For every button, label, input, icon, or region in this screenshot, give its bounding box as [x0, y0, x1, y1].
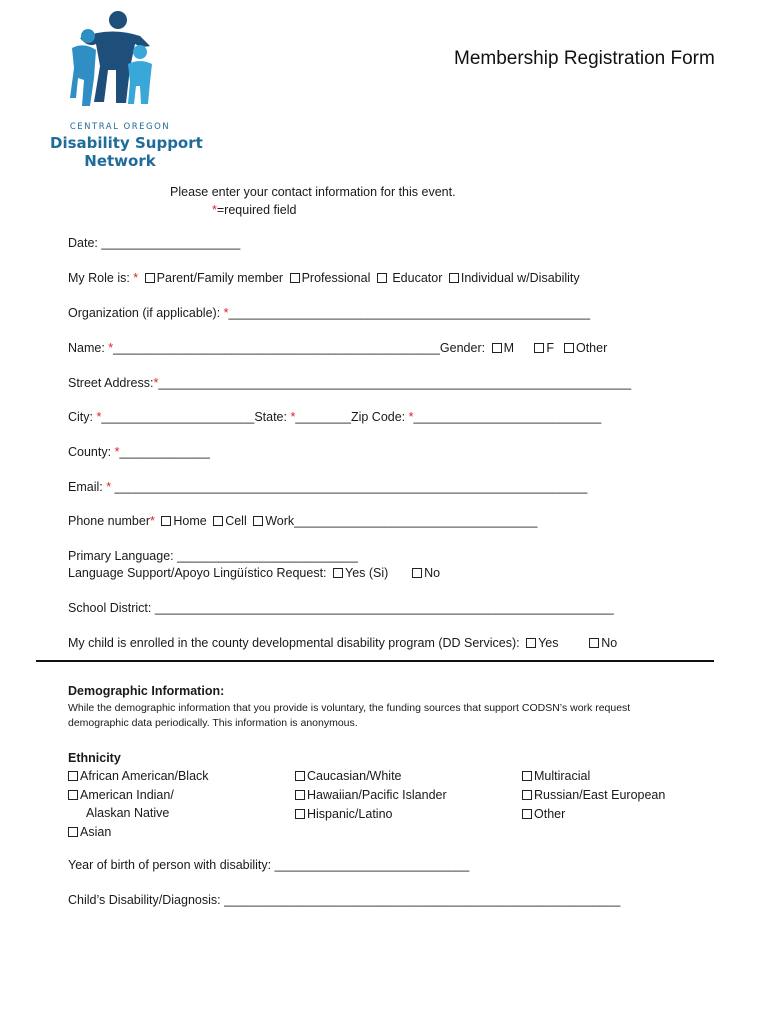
gender-option-other: Other — [575, 341, 608, 355]
checkbox[interactable] — [145, 273, 155, 283]
required-asterisk: * — [223, 306, 229, 320]
role-option-parent: Parent/Family member — [156, 271, 284, 285]
demographic-note-line-2: demographic data periodically. This information is anonymous. — [68, 717, 358, 729]
dd-option-no: No — [601, 636, 618, 650]
checkbox[interactable] — [522, 790, 532, 800]
ethnicity-hispanic: Hispanic/Latino — [307, 807, 393, 821]
phone-option-home: Home — [173, 514, 207, 528]
checkbox[interactable] — [526, 638, 536, 648]
state-field[interactable]: ________ — [295, 410, 351, 424]
checkbox[interactable] — [534, 343, 544, 353]
checkbox[interactable] — [522, 771, 532, 781]
language-support-yes: Yes (Si) — [345, 566, 389, 580]
required-note — [212, 203, 296, 217]
ethnicity-option — [295, 769, 402, 783]
checkbox[interactable] — [295, 771, 305, 781]
required-asterisk: * — [114, 445, 120, 459]
county-row — [68, 445, 210, 459]
ethnicity-option — [522, 769, 590, 783]
street-field[interactable]: ____________________________________________________________________ — [158, 376, 632, 390]
required-asterisk: * — [106, 480, 112, 494]
page-title: Membership Registration Form — [454, 48, 715, 69]
logo-line-2: Disability Support — [50, 134, 203, 152]
diagnosis-field[interactable]: Child’s Disability/Diagnosis: _________________________________________________________ — [68, 893, 621, 907]
checkbox[interactable] — [522, 809, 532, 819]
dd-option-yes: Yes — [538, 636, 559, 650]
ethnicity-african-american: African American/Black — [80, 769, 209, 783]
ethnicity-label: Ethnicity — [68, 751, 121, 765]
ethnicity-multiracial: Multiracial — [534, 769, 591, 783]
gender-option-f: F — [546, 341, 555, 355]
demographic-title: Demographic Information: — [68, 684, 225, 698]
role-label: My Role is: — [68, 271, 134, 285]
checkbox[interactable] — [290, 273, 300, 283]
checkbox[interactable] — [213, 516, 223, 526]
phone-option-work: Work — [265, 514, 295, 528]
checkbox[interactable] — [68, 827, 78, 837]
gender-label: Gender: — [439, 341, 486, 355]
zip-field[interactable]: ___________________________ — [413, 410, 602, 424]
ethnicity-option — [68, 769, 209, 783]
role-option-professional: Professional — [301, 271, 371, 285]
ethnicity-option — [522, 807, 565, 821]
ethnicity-asian: Asian — [80, 825, 112, 839]
required-asterisk: * — [96, 410, 102, 424]
ethnicity-hawaiian: Hawaiian/Pacific Islander — [307, 788, 447, 802]
name-label: Name: — [68, 341, 109, 355]
county-label: County: — [68, 445, 115, 459]
logo — [50, 8, 203, 170]
checkbox[interactable] — [412, 568, 422, 578]
city-row — [68, 410, 601, 424]
checkbox[interactable] — [564, 343, 574, 353]
language-support-row — [68, 566, 440, 580]
checkbox[interactable] — [161, 516, 171, 526]
ethnicity-option — [295, 807, 392, 821]
role-row — [68, 271, 580, 285]
language-support-label: Language Support/Apoyo Lingüístico Request: — [68, 566, 330, 580]
gender-option-m: M — [503, 341, 514, 355]
logo-line-1: CENTRAL OREGON — [69, 122, 171, 132]
organization-row — [68, 306, 590, 320]
checkbox[interactable] — [333, 568, 343, 578]
school-district-field[interactable]: School District: __________________________________________________________________ — [68, 601, 614, 615]
intro-text: Please enter your contact information for this event. — [170, 185, 456, 199]
county-field[interactable]: _____________ — [119, 445, 210, 459]
required-asterisk: * — [133, 271, 139, 285]
ethnicity-option — [68, 825, 111, 839]
checkbox[interactable] — [253, 516, 263, 526]
ethnicity-american-indian-cont: Alaskan Native — [86, 806, 170, 820]
organization-field[interactable]: ____________________________________________________ — [228, 306, 591, 320]
ethnicity-caucasian: Caucasian/White — [307, 769, 402, 783]
phone-option-cell: Cell — [225, 514, 247, 528]
checkbox[interactable] — [492, 343, 502, 353]
checkbox[interactable] — [295, 809, 305, 819]
checkbox[interactable] — [589, 638, 599, 648]
date-field[interactable]: Date: ____________________ — [68, 236, 241, 250]
city-field[interactable]: ______________________ — [101, 410, 255, 424]
street-row — [68, 376, 631, 390]
family-figures-icon — [50, 8, 190, 113]
ethnicity-option — [522, 788, 665, 802]
logo-line-3: Network — [84, 152, 156, 170]
required-asterisk: * — [408, 410, 414, 424]
checkbox[interactable] — [68, 771, 78, 781]
role-option-individual: Individual w/Disability — [460, 271, 580, 285]
dd-services-row — [68, 636, 617, 650]
state-label: State: — [254, 410, 291, 424]
email-field[interactable]: ____________________________________________________________________ — [114, 480, 588, 494]
dd-services-label: My child is enrolled in the county developmental disability program (DD Services): — [68, 636, 524, 650]
role-option-educator: Educator — [392, 271, 443, 285]
city-label: City: — [68, 410, 97, 424]
language-support-no: No — [424, 566, 441, 580]
primary-language-field[interactable]: Primary Language: __________________________ — [68, 549, 358, 563]
name-row — [68, 341, 607, 355]
ethnicity-russian: Russian/East European — [534, 788, 666, 802]
birth-year-field[interactable]: Year of birth of person with disability: ____________________________ — [68, 858, 470, 872]
checkbox[interactable] — [295, 790, 305, 800]
demographic-note-line-1: While the demographic information that you provide is voluntary, the funding sources that support CODSN’s work request — [68, 702, 631, 714]
ethnicity-american-indian: American Indian/ — [80, 788, 174, 802]
name-field[interactable]: _______________________________________________ — [113, 341, 440, 355]
required-asterisk: * — [290, 410, 296, 424]
email-label: Email: — [68, 480, 107, 494]
required-asterisk: * — [153, 376, 159, 390]
required-asterisk: * — [108, 341, 114, 355]
checkbox[interactable] — [68, 790, 78, 800]
phone-row — [68, 514, 538, 528]
zip-label: Zip Code: — [350, 410, 409, 424]
street-label: Street Address: — [68, 376, 154, 390]
phone-field[interactable]: ___________________________________ — [294, 514, 538, 528]
checkbox[interactable] — [449, 273, 459, 283]
section-divider — [36, 660, 714, 662]
required-note-text: =required field — [216, 203, 297, 217]
checkbox[interactable] — [377, 273, 387, 283]
ethnicity-option — [295, 788, 447, 802]
required-asterisk: * — [150, 514, 155, 528]
phone-label: Phone number — [68, 514, 151, 528]
email-row — [68, 480, 587, 494]
organization-label: Organization (if applicable): — [68, 306, 224, 320]
ethnicity-option — [68, 788, 174, 802]
ethnicity-other: Other — [534, 807, 566, 821]
required-asterisk: * — [212, 203, 217, 217]
